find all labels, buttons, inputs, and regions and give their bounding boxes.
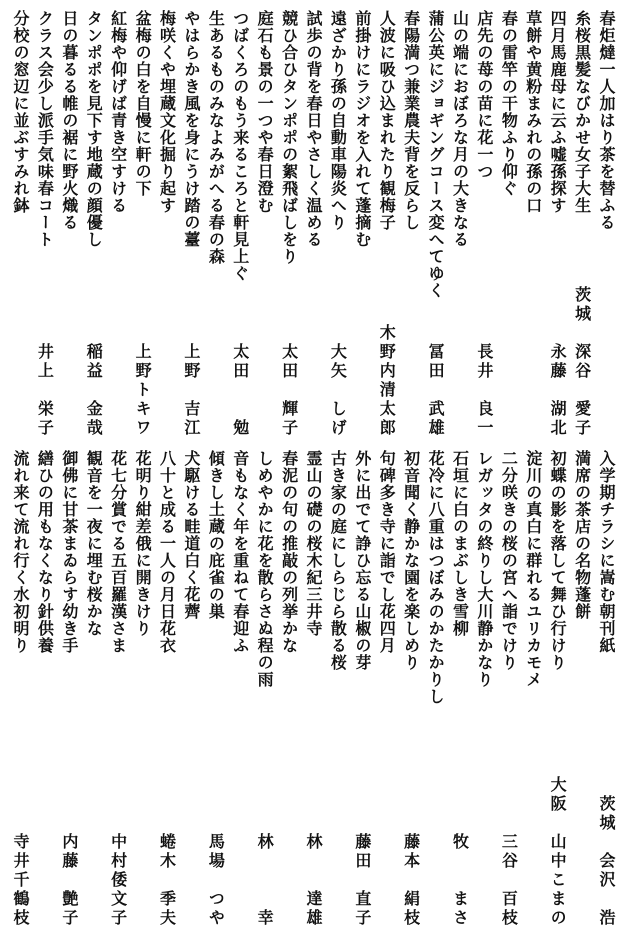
haiku-text: 流れ来て流れ行く水初明り bbox=[11, 450, 30, 654]
haiku-author: 上野トキワ bbox=[133, 343, 153, 438]
haiku-block-bottom bbox=[8, 450, 618, 928]
haiku-column bbox=[277, 10, 301, 438]
haiku-text: 二分咲きの桜の宮へ詣でけり bbox=[499, 450, 519, 671]
haiku-column bbox=[472, 10, 496, 438]
haiku-column bbox=[106, 10, 130, 438]
haiku-author: 藤本 絹枝 bbox=[401, 833, 421, 928]
haiku-column bbox=[32, 450, 56, 928]
haiku-column bbox=[57, 10, 81, 438]
haiku-column bbox=[81, 10, 105, 438]
haiku-column bbox=[57, 450, 81, 928]
haiku-text: 草餅や黄粉まみれの孫の口 bbox=[523, 10, 543, 214]
haiku-column bbox=[570, 10, 594, 438]
haiku-text: 満席の茶店の名物蓬餅 bbox=[572, 450, 592, 620]
haiku-text: 人波に吸ひ込まれたり観梅子 bbox=[377, 10, 397, 231]
haiku-text: タンポポを見下す地蔵の顔優し bbox=[84, 10, 104, 248]
haiku-text: 春泥の句の推敲の列挙かな bbox=[279, 450, 299, 654]
haiku-column bbox=[570, 450, 594, 928]
haiku-text: 蒲公英にジョギングコース変へてゆく bbox=[426, 10, 446, 299]
haiku-author: 茨城 会沢 浩 bbox=[597, 795, 616, 928]
haiku-text: クラス会少し派手気味春コート bbox=[35, 10, 55, 248]
haiku-text: 春陽満つ兼業農夫背を反らし bbox=[401, 10, 421, 231]
haiku-author: 稲益 金哉 bbox=[84, 343, 104, 438]
haiku-column bbox=[155, 450, 179, 928]
haiku-text: 傾きし土蔵の庇雀の巣 bbox=[206, 450, 226, 620]
haiku-text: しめやかに花を散らさぬ程の雨 bbox=[255, 450, 275, 688]
haiku-text: 日の暮るる帷の裾に野火熾る bbox=[59, 10, 79, 231]
haiku-author: 馬場 つや bbox=[206, 833, 226, 928]
haiku-author: 太田 輝子 bbox=[279, 343, 299, 438]
haiku-column bbox=[521, 450, 545, 928]
haiku-column bbox=[228, 450, 252, 928]
haiku-column bbox=[545, 10, 569, 438]
haiku-column bbox=[448, 450, 472, 928]
haiku-column bbox=[496, 10, 520, 438]
haiku-column bbox=[448, 10, 472, 438]
haiku-column bbox=[277, 450, 301, 928]
haiku-column bbox=[594, 450, 618, 928]
haiku-text: 御佛に甘茶まゐらす幼き手 bbox=[59, 450, 79, 654]
haiku-column bbox=[8, 10, 32, 438]
haiku-author: 内藤 艶子 bbox=[59, 833, 79, 928]
haiku-column bbox=[374, 10, 398, 438]
haiku-text: 外に出でて諍ひ忘る山椒の芽 bbox=[352, 450, 372, 671]
haiku-text: 紅梅や仰げば青き空すける bbox=[108, 10, 128, 214]
haiku-author: 長井 良一 bbox=[474, 343, 494, 438]
haiku-text: 前掛けにラジオを入れて蓬摘む bbox=[352, 10, 372, 248]
haiku-text: 音もなく年を重ねて春迎ふ bbox=[230, 450, 250, 654]
haiku-text: 庭石も景の一つや春日澄む bbox=[255, 10, 275, 214]
haiku-column bbox=[106, 450, 130, 928]
haiku-column bbox=[325, 450, 349, 928]
haiku-author: 藤田 直子 bbox=[352, 833, 372, 928]
haiku-column bbox=[301, 450, 325, 928]
haiku-text: 犬駆ける畦道白く花薺 bbox=[181, 450, 201, 620]
haiku-column bbox=[130, 450, 154, 928]
haiku-text: 糸桜黒髪なびかせ女子大生 bbox=[572, 10, 592, 214]
haiku-author: 蜷木 季夫 bbox=[157, 833, 177, 928]
haiku-column bbox=[325, 10, 349, 438]
haiku-author: 上野 吉江 bbox=[181, 343, 201, 438]
haiku-text: レガッタの終りし大川静かなり bbox=[474, 450, 494, 688]
haiku-text: 梅咲くや埋蔵文化掘り起す bbox=[157, 10, 177, 214]
haiku-text: 春の雷竿の干物ふり仰ぐ bbox=[499, 10, 519, 197]
haiku-author: 永藤 湖北 bbox=[548, 343, 568, 438]
haiku-text: 盆梅の白を自慢に軒の下 bbox=[133, 10, 153, 197]
haiku-text: 初蝶の影を落して舞ひ行けり bbox=[548, 450, 568, 671]
haiku-author: 茨城 深谷 愛子 bbox=[572, 286, 592, 438]
haiku-column bbox=[399, 10, 423, 438]
haiku-column bbox=[228, 10, 252, 438]
haiku-text: 試歩の背を春日やさしく温める bbox=[304, 10, 323, 248]
haiku-column bbox=[423, 450, 447, 928]
haiku-column bbox=[496, 450, 520, 928]
haiku-author: 中村倭文子 bbox=[108, 833, 128, 928]
haiku-column bbox=[130, 10, 154, 438]
haiku-column bbox=[179, 450, 203, 928]
haiku-author: 冨田 武雄 bbox=[426, 343, 446, 438]
haiku-column bbox=[374, 450, 398, 928]
haiku-column bbox=[203, 10, 227, 438]
haiku-column bbox=[203, 450, 227, 928]
haiku-text: 句碑多き寺に詣でし花四月 bbox=[377, 450, 397, 654]
haiku-column bbox=[301, 10, 325, 438]
haiku-column bbox=[155, 10, 179, 438]
haiku-author: 大矢 しげ bbox=[328, 343, 348, 438]
haiku-text: 石垣に白のまぶしき雪柳 bbox=[450, 450, 470, 637]
haiku-column bbox=[81, 450, 105, 928]
haiku-text: 霊山の礎の桜木紀三井寺 bbox=[304, 450, 323, 637]
haiku-author: 木野内清太郎 bbox=[377, 324, 397, 438]
haiku-text: 店先の苺の苗に花一つ bbox=[474, 10, 494, 180]
haiku-column bbox=[252, 10, 276, 438]
haiku-text: 八十と成る一人の月日花衣 bbox=[157, 450, 177, 654]
haiku-text: 観音を一夜に埋む桜かな bbox=[84, 450, 104, 637]
haiku-column bbox=[32, 10, 56, 438]
haiku-column bbox=[350, 10, 374, 438]
haiku-text: 繕ひの用もなくなり針供養 bbox=[35, 450, 55, 654]
haiku-column bbox=[350, 450, 374, 928]
haiku-text: 山の端におぼろな月の大きなる bbox=[450, 10, 470, 248]
haiku-column bbox=[472, 450, 496, 928]
haiku-author: 牧 まさ bbox=[450, 833, 470, 928]
haiku-author: 井上 栄子 bbox=[35, 343, 55, 438]
haiku-author: 大阪 山中こまの bbox=[548, 776, 568, 928]
haiku-author: 林 達雄 bbox=[304, 833, 323, 928]
haiku-text: 生あるものみなよみがへる春の森 bbox=[206, 10, 226, 265]
haiku-column bbox=[252, 450, 276, 928]
haiku-column bbox=[399, 450, 423, 928]
haiku-text: 花明り紺差俄に開きけり bbox=[133, 450, 153, 637]
haiku-column bbox=[521, 10, 545, 438]
haiku-text: つばくろのもう来るころと軒見上ぐ bbox=[230, 10, 250, 282]
haiku-author: 林 幸 bbox=[255, 833, 275, 928]
haiku-column bbox=[423, 10, 447, 438]
haiku-text: 入学期チラシに嵩む朝刊紙 bbox=[597, 450, 616, 654]
haiku-author: 太田 勉 bbox=[230, 343, 250, 438]
haiku-column bbox=[545, 450, 569, 928]
haiku-text: 遠ざかり孫の自動車陽炎へり bbox=[328, 10, 348, 231]
haiku-column bbox=[8, 450, 32, 928]
haiku-block-top bbox=[8, 10, 618, 438]
haiku-column bbox=[179, 10, 203, 438]
haiku-text: 競ひ合ひタンポポの絮飛ばしをり bbox=[279, 10, 299, 265]
haiku-text: やはらかき風を身にうけ踏の薹 bbox=[181, 10, 201, 248]
haiku-author: 寺井千鶴枝 bbox=[11, 833, 30, 928]
haiku-text: 花七分賞でる五百羅漢さま bbox=[108, 450, 128, 654]
haiku-text: 分校の窓辺に並ぶすみれ鉢 bbox=[11, 10, 30, 214]
haiku-text: 初音聞く静かな園を楽しめり bbox=[401, 450, 421, 671]
haiku-text: 古き家の庭にしらじら散る桜 bbox=[328, 450, 348, 671]
haiku-text: 四月馬鹿母に云ふ嘘孫探す bbox=[548, 10, 568, 214]
haiku-text: 淀川の真白に群れるユリカモメ bbox=[523, 450, 543, 688]
haiku-text: 花冷に八重はつぼみのかたかりし bbox=[426, 450, 446, 705]
haiku-author: 三谷 百枝 bbox=[499, 833, 519, 928]
haiku-column bbox=[594, 10, 618, 438]
haiku-text: 春炬燵一人加はり茶を替ふる bbox=[597, 10, 616, 231]
